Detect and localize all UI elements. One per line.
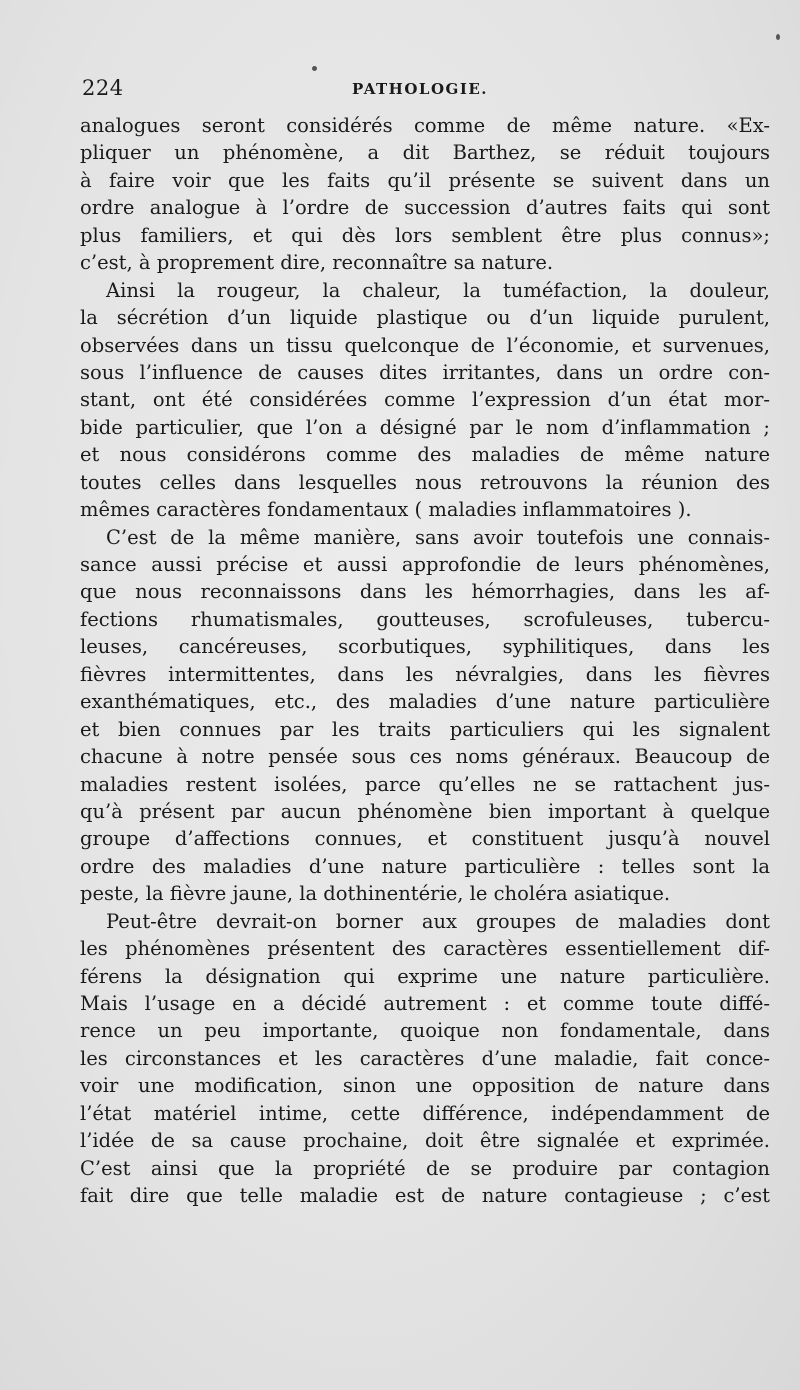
- page-header: [82, 76, 752, 104]
- ink-speck: [312, 66, 317, 71]
- text-line: fait dire que telle maladie est de nature contagieuse ; c’est: [80, 1184, 770, 1208]
- text-line: chacune à notre pensée sous ces noms généraux. Beaucoup de: [80, 745, 770, 769]
- text-line: c’est, à proprement dire, reconnaître sa nature.: [80, 251, 554, 275]
- page-number: 224: [82, 76, 124, 100]
- text-line: exanthématiques, etc., des maladies d’une nature particulière: [80, 690, 770, 714]
- text-line: fièvres intermittentes, dans les névralgies, dans les fièvres: [80, 662, 770, 686]
- ink-speck: [776, 34, 780, 40]
- text-line: et nous considérons comme des maladies de même nature: [80, 443, 770, 467]
- text-line: l’idée de sa cause prochaine, doit être signalée et exprimée.: [80, 1129, 770, 1153]
- text-line: la sécrétion d’un liquide plastique ou d’un liquide purulent,: [80, 306, 770, 330]
- text-line: groupe d’affections connues, et constituent jusqu’à nouvel: [80, 827, 770, 851]
- text-line: rence un peu importante, quoique non fondamentale, dans: [80, 1019, 770, 1043]
- text-line: Ainsi la rougeur, la chaleur, la tuméfaction, la douleur,: [106, 278, 770, 302]
- text-line: stant, ont été considérées comme l’expression d’un état mor-: [80, 388, 770, 412]
- text-line: que nous reconnaissons dans les hémorrhagies, dans les af-: [80, 580, 770, 604]
- text-line: observées dans un tissu quelconque de l’économie, et survenues,: [80, 333, 770, 357]
- text-line: férens la désignation qui exprime une nature particulière.: [80, 964, 770, 988]
- text-line: leuses, cancéreuses, scorbutiques, syphilitiques, dans les: [80, 635, 770, 659]
- body-text: [80, 112, 770, 1210]
- text-line: sous l’influence de causes dites irritantes, dans un ordre con-: [80, 360, 770, 384]
- text-line: à faire voir que les faits qu’il présente se suivent dans un: [80, 168, 770, 192]
- text-line: et bien connues par les traits particuliers qui les signalent: [80, 717, 770, 741]
- text-line: mêmes caractères fondamentaux ( maladies inflammatoires ).: [80, 498, 692, 522]
- text-line: voir une modification, sinon une opposition de nature dans: [80, 1074, 770, 1098]
- text-line: Mais l’usage en a décidé autrement : et comme toute diffé-: [80, 992, 770, 1015]
- text-line: qu’à présent par aucun phénomène bien important à quelque: [80, 799, 770, 823]
- text-line: maladies restent isolées, parce qu’elles ne se rattachent jus-: [80, 772, 770, 796]
- text-line: fections rhumatismales, goutteuses, scrofuleuses, tubercu-: [80, 607, 770, 631]
- text-line: sance aussi précise et aussi approfondie de leurs phénomènes,: [80, 553, 770, 576]
- text-line: toutes celles dans lesquelles nous retrouvons la réunion des: [80, 470, 770, 494]
- text-line: analogues seront considérés comme de même nature. «Ex-: [80, 114, 770, 137]
- text-line: plus familiers, et qui dès lors semblent être plus connus»;: [80, 223, 770, 247]
- text-line: C’est de la même manière, sans avoir toutefois une connais-: [106, 525, 770, 549]
- text-line: peste, la fièvre jaune, la dothinentérie, le choléra asiatique.: [80, 882, 671, 906]
- text-line: les circonstances et les caractères d’une maladie, fait conce-: [80, 1046, 770, 1070]
- text-line: C’est ainsi que la propriété de se produire par contagion: [80, 1156, 770, 1180]
- text-line: pliquer un phénomène, a dit Barthez, se réduit toujours: [80, 141, 770, 165]
- running-title: PATHOLOGIE.: [352, 80, 489, 98]
- text-line: ordre des maladies d’une nature particulière : telles sont la: [80, 854, 770, 878]
- text-line: les phénomènes présentent des caractères essentiellement dif-: [80, 937, 770, 961]
- text-line: ordre analogue à l’ordre de succession d’autres faits qui sont: [80, 196, 770, 220]
- text-line: bide particulier, que l’on a désigné par le nom d’inflammation ;: [80, 415, 770, 439]
- text-line: Peut-être devrait-on borner aux groupes de maladies dont: [106, 909, 770, 933]
- text-line: l’état matériel intime, cette différence, indépendamment de: [80, 1101, 770, 1125]
